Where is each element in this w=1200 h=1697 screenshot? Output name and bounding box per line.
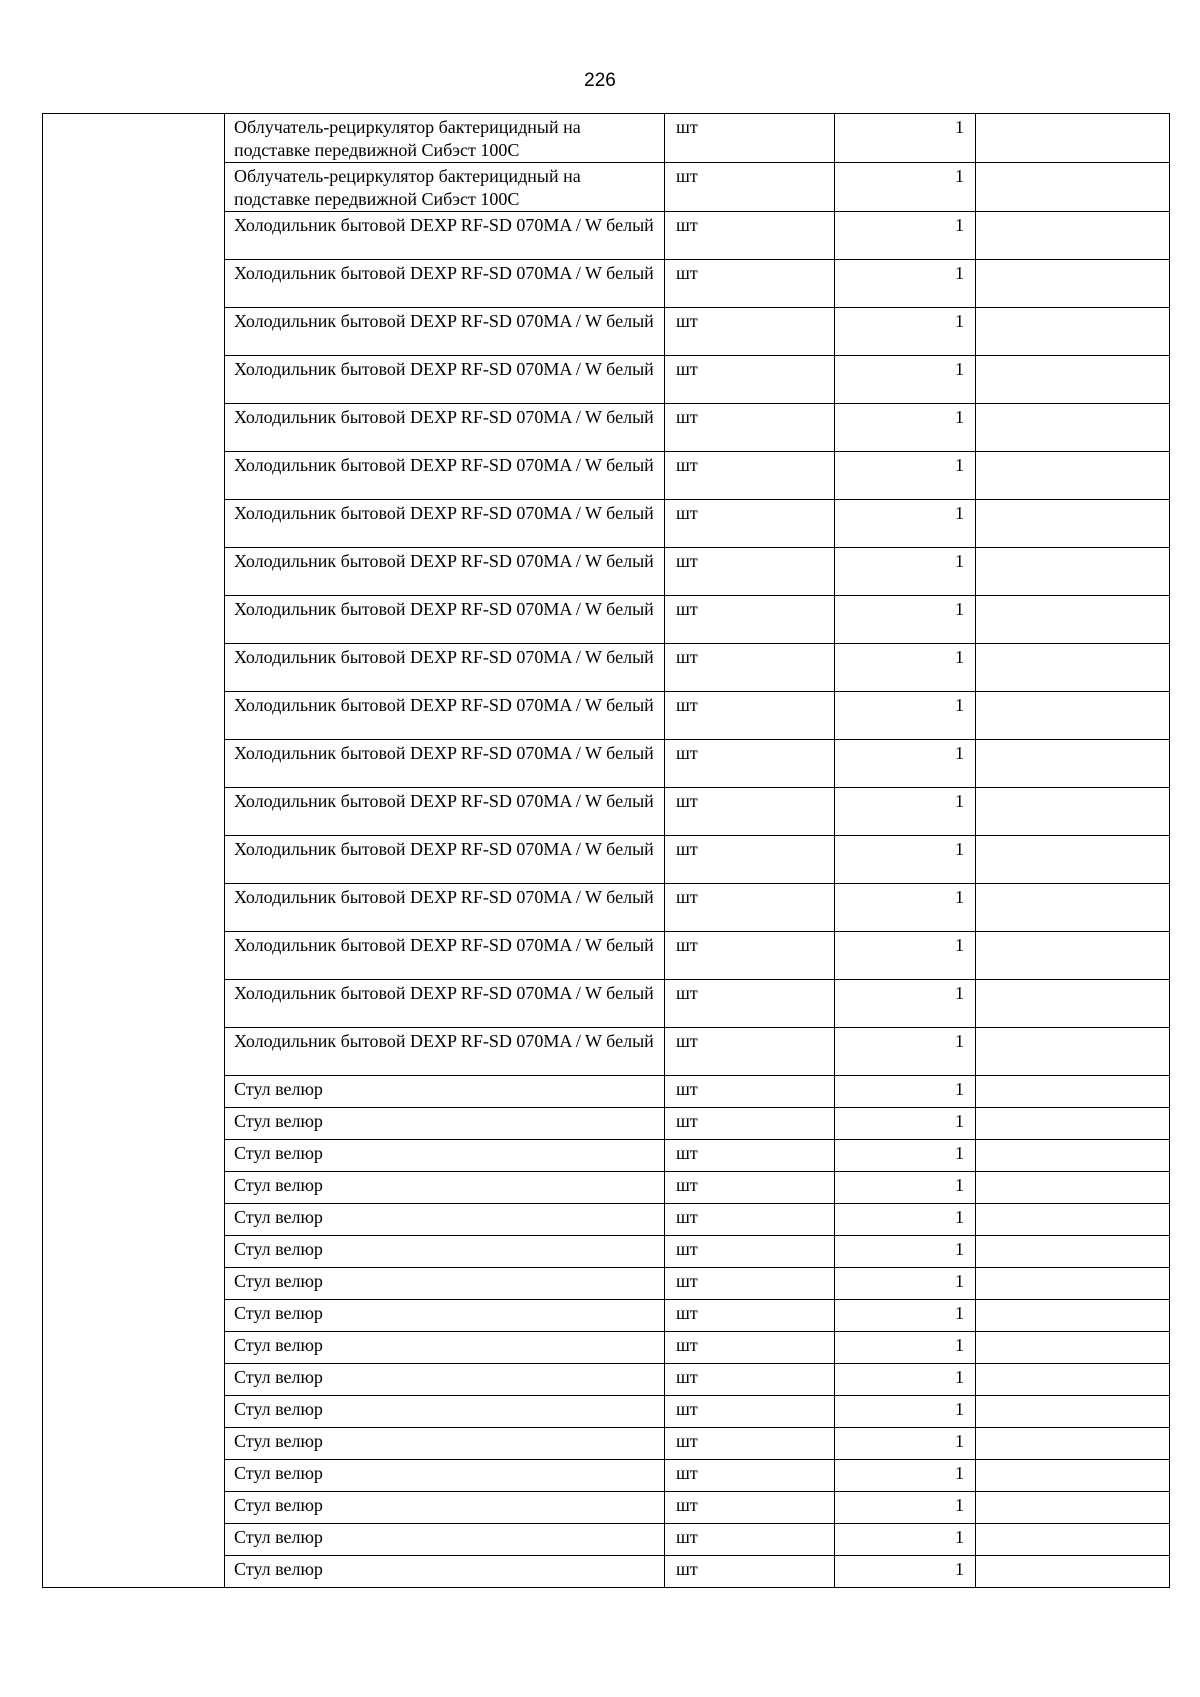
note-cell: [976, 548, 1170, 596]
note-cell: [976, 356, 1170, 404]
unit-cell: шт: [665, 1268, 835, 1300]
quantity-cell: 1: [835, 212, 976, 260]
item-name-cell: Холодильник бытовой DEXP RF-SD 070MA / W белый: [225, 884, 665, 932]
quantity-cell: 1: [835, 884, 976, 932]
unit-cell: шт: [665, 1396, 835, 1428]
unit-cell: шт: [665, 1140, 835, 1172]
unit-cell: шт: [665, 1492, 835, 1524]
quantity-cell: 1: [835, 356, 976, 404]
note-cell: [976, 788, 1170, 836]
quantity-cell: 1: [835, 1556, 976, 1588]
unit-cell: шт: [665, 212, 835, 260]
item-name-cell: Стул велюр: [225, 1556, 665, 1588]
page-number: 226: [584, 70, 616, 91]
quantity-cell: 1: [835, 980, 976, 1028]
quantity-cell: 1: [835, 1204, 976, 1236]
note-cell: [976, 1268, 1170, 1300]
quantity-cell: 1: [835, 1140, 976, 1172]
quantity-cell: 1: [835, 692, 976, 740]
item-name-cell: Стул велюр: [225, 1268, 665, 1300]
inventory-table-body: [43, 114, 1170, 1588]
quantity-cell: 1: [835, 932, 976, 980]
unit-cell: шт: [665, 1300, 835, 1332]
note-cell: [976, 1204, 1170, 1236]
quantity-cell: 1: [835, 1364, 976, 1396]
item-name-cell: Холодильник бытовой DEXP RF-SD 070MA / W белый: [225, 932, 665, 980]
quantity-cell: 1: [835, 548, 976, 596]
unit-cell: шт: [665, 980, 835, 1028]
unit-cell: шт: [665, 1332, 835, 1364]
unit-cell: шт: [665, 356, 835, 404]
unit-cell: шт: [665, 500, 835, 548]
item-name-cell: Холодильник бытовой DEXP RF-SD 070MA / W белый: [225, 740, 665, 788]
quantity-cell: 1: [835, 788, 976, 836]
item-name-cell: Стул велюр: [225, 1364, 665, 1396]
quantity-cell: 1: [835, 836, 976, 884]
note-cell: [976, 596, 1170, 644]
item-name-cell: Холодильник бытовой DEXP RF-SD 070MA / W белый: [225, 836, 665, 884]
unit-cell: шт: [665, 114, 835, 163]
quantity-cell: 1: [835, 1300, 976, 1332]
item-name-cell: Стул велюр: [225, 1428, 665, 1460]
quantity-cell: 1: [835, 452, 976, 500]
note-cell: [976, 980, 1170, 1028]
unit-cell: шт: [665, 404, 835, 452]
quantity-cell: 1: [835, 404, 976, 452]
item-name-cell: Стул велюр: [225, 1524, 665, 1556]
item-name-cell: Холодильник бытовой DEXP RF-SD 070MA / W белый: [225, 644, 665, 692]
quantity-cell: 1: [835, 1108, 976, 1140]
unit-cell: шт: [665, 1428, 835, 1460]
note-cell: [976, 1076, 1170, 1108]
item-name-cell: Облучатель-рециркулятор бактерицидный на подставке передвижной Сибэст 100С: [225, 114, 665, 163]
quantity-cell: 1: [835, 1028, 976, 1076]
note-cell: [976, 884, 1170, 932]
note-cell: [976, 644, 1170, 692]
item-name-cell: Холодильник бытовой DEXP RF-SD 070MA / W белый: [225, 308, 665, 356]
unit-cell: шт: [665, 788, 835, 836]
quantity-cell: 1: [835, 1172, 976, 1204]
quantity-cell: 1: [835, 1492, 976, 1524]
item-name-cell: Холодильник бытовой DEXP RF-SD 070MA / W белый: [225, 212, 665, 260]
note-cell: [976, 404, 1170, 452]
note-cell: [976, 1108, 1170, 1140]
note-cell: [976, 260, 1170, 308]
section-cell: [43, 114, 225, 1588]
quantity-cell: 1: [835, 1396, 976, 1428]
note-cell: [976, 1460, 1170, 1492]
note-cell: [976, 1364, 1170, 1396]
unit-cell: шт: [665, 548, 835, 596]
quantity-cell: 1: [835, 1268, 976, 1300]
quantity-cell: 1: [835, 1428, 976, 1460]
note-cell: [976, 500, 1170, 548]
note-cell: [976, 212, 1170, 260]
item-name-cell: Стул велюр: [225, 1396, 665, 1428]
note-cell: [976, 1172, 1170, 1204]
item-name-cell: Стул велюр: [225, 1204, 665, 1236]
unit-cell: шт: [665, 1236, 835, 1268]
item-name-cell: Стул велюр: [225, 1332, 665, 1364]
unit-cell: шт: [665, 260, 835, 308]
unit-cell: шт: [665, 884, 835, 932]
unit-cell: шт: [665, 836, 835, 884]
quantity-cell: 1: [835, 1076, 976, 1108]
item-name-cell: Стул велюр: [225, 1172, 665, 1204]
item-name-cell: Стул велюр: [225, 1492, 665, 1524]
note-cell: [976, 932, 1170, 980]
unit-cell: шт: [665, 596, 835, 644]
item-name-cell: Холодильник бытовой DEXP RF-SD 070MA / W белый: [225, 1028, 665, 1076]
quantity-cell: 1: [835, 260, 976, 308]
unit-cell: шт: [665, 644, 835, 692]
note-cell: [976, 1028, 1170, 1076]
unit-cell: шт: [665, 1028, 835, 1076]
item-name-cell: Холодильник бытовой DEXP RF-SD 070MA / W белый: [225, 596, 665, 644]
inventory-table: [42, 113, 1170, 1588]
item-name-cell: Холодильник бытовой DEXP RF-SD 070MA / W белый: [225, 452, 665, 500]
unit-cell: шт: [665, 1524, 835, 1556]
note-cell: [976, 1140, 1170, 1172]
unit-cell: шт: [665, 308, 835, 356]
quantity-cell: 1: [835, 1524, 976, 1556]
note-cell: [976, 740, 1170, 788]
unit-cell: шт: [665, 740, 835, 788]
note-cell: [976, 1428, 1170, 1460]
item-name-cell: Облучатель-рециркулятор бактерицидный на подставке передвижной Сибэст 100С: [225, 163, 665, 212]
note-cell: [976, 1236, 1170, 1268]
note-cell: [976, 836, 1170, 884]
quantity-cell: 1: [835, 500, 976, 548]
item-name-cell: Холодильник бытовой DEXP RF-SD 070MA / W белый: [225, 356, 665, 404]
item-name-cell: Холодильник бытовой DEXP RF-SD 070MA / W белый: [225, 404, 665, 452]
quantity-cell: 1: [835, 114, 976, 163]
quantity-cell: 1: [835, 1460, 976, 1492]
item-name-cell: Холодильник бытовой DEXP RF-SD 070MA / W белый: [225, 500, 665, 548]
note-cell: [976, 1524, 1170, 1556]
item-name-cell: Холодильник бытовой DEXP RF-SD 070MA / W белый: [225, 548, 665, 596]
quantity-cell: 1: [835, 644, 976, 692]
item-name-cell: Холодильник бытовой DEXP RF-SD 070MA / W белый: [225, 260, 665, 308]
note-cell: [976, 114, 1170, 163]
item-name-cell: Стул велюр: [225, 1236, 665, 1268]
quantity-cell: 1: [835, 1332, 976, 1364]
table-row: [43, 114, 1170, 163]
unit-cell: шт: [665, 1108, 835, 1140]
note-cell: [976, 692, 1170, 740]
quantity-cell: 1: [835, 596, 976, 644]
quantity-cell: 1: [835, 1236, 976, 1268]
quantity-cell: 1: [835, 740, 976, 788]
unit-cell: шт: [665, 1556, 835, 1588]
unit-cell: шт: [665, 1364, 835, 1396]
unit-cell: шт: [665, 1076, 835, 1108]
unit-cell: шт: [665, 1460, 835, 1492]
note-cell: [976, 308, 1170, 356]
note-cell: [976, 1396, 1170, 1428]
item-name-cell: Холодильник бытовой DEXP RF-SD 070MA / W белый: [225, 788, 665, 836]
item-name-cell: Стул велюр: [225, 1108, 665, 1140]
unit-cell: шт: [665, 932, 835, 980]
item-name-cell: Стул велюр: [225, 1140, 665, 1172]
unit-cell: шт: [665, 1204, 835, 1236]
note-cell: [976, 1492, 1170, 1524]
note-cell: [976, 163, 1170, 212]
item-name-cell: Стул велюр: [225, 1460, 665, 1492]
quantity-cell: 1: [835, 308, 976, 356]
item-name-cell: Холодильник бытовой DEXP RF-SD 070MA / W белый: [225, 692, 665, 740]
item-name-cell: Холодильник бытовой DEXP RF-SD 070MA / W белый: [225, 980, 665, 1028]
unit-cell: шт: [665, 1172, 835, 1204]
quantity-cell: 1: [835, 163, 976, 212]
note-cell: [976, 1556, 1170, 1588]
note-cell: [976, 1300, 1170, 1332]
unit-cell: шт: [665, 692, 835, 740]
unit-cell: шт: [665, 452, 835, 500]
note-cell: [976, 452, 1170, 500]
item-name-cell: Стул велюр: [225, 1076, 665, 1108]
unit-cell: шт: [665, 163, 835, 212]
item-name-cell: Стул велюр: [225, 1300, 665, 1332]
note-cell: [976, 1332, 1170, 1364]
